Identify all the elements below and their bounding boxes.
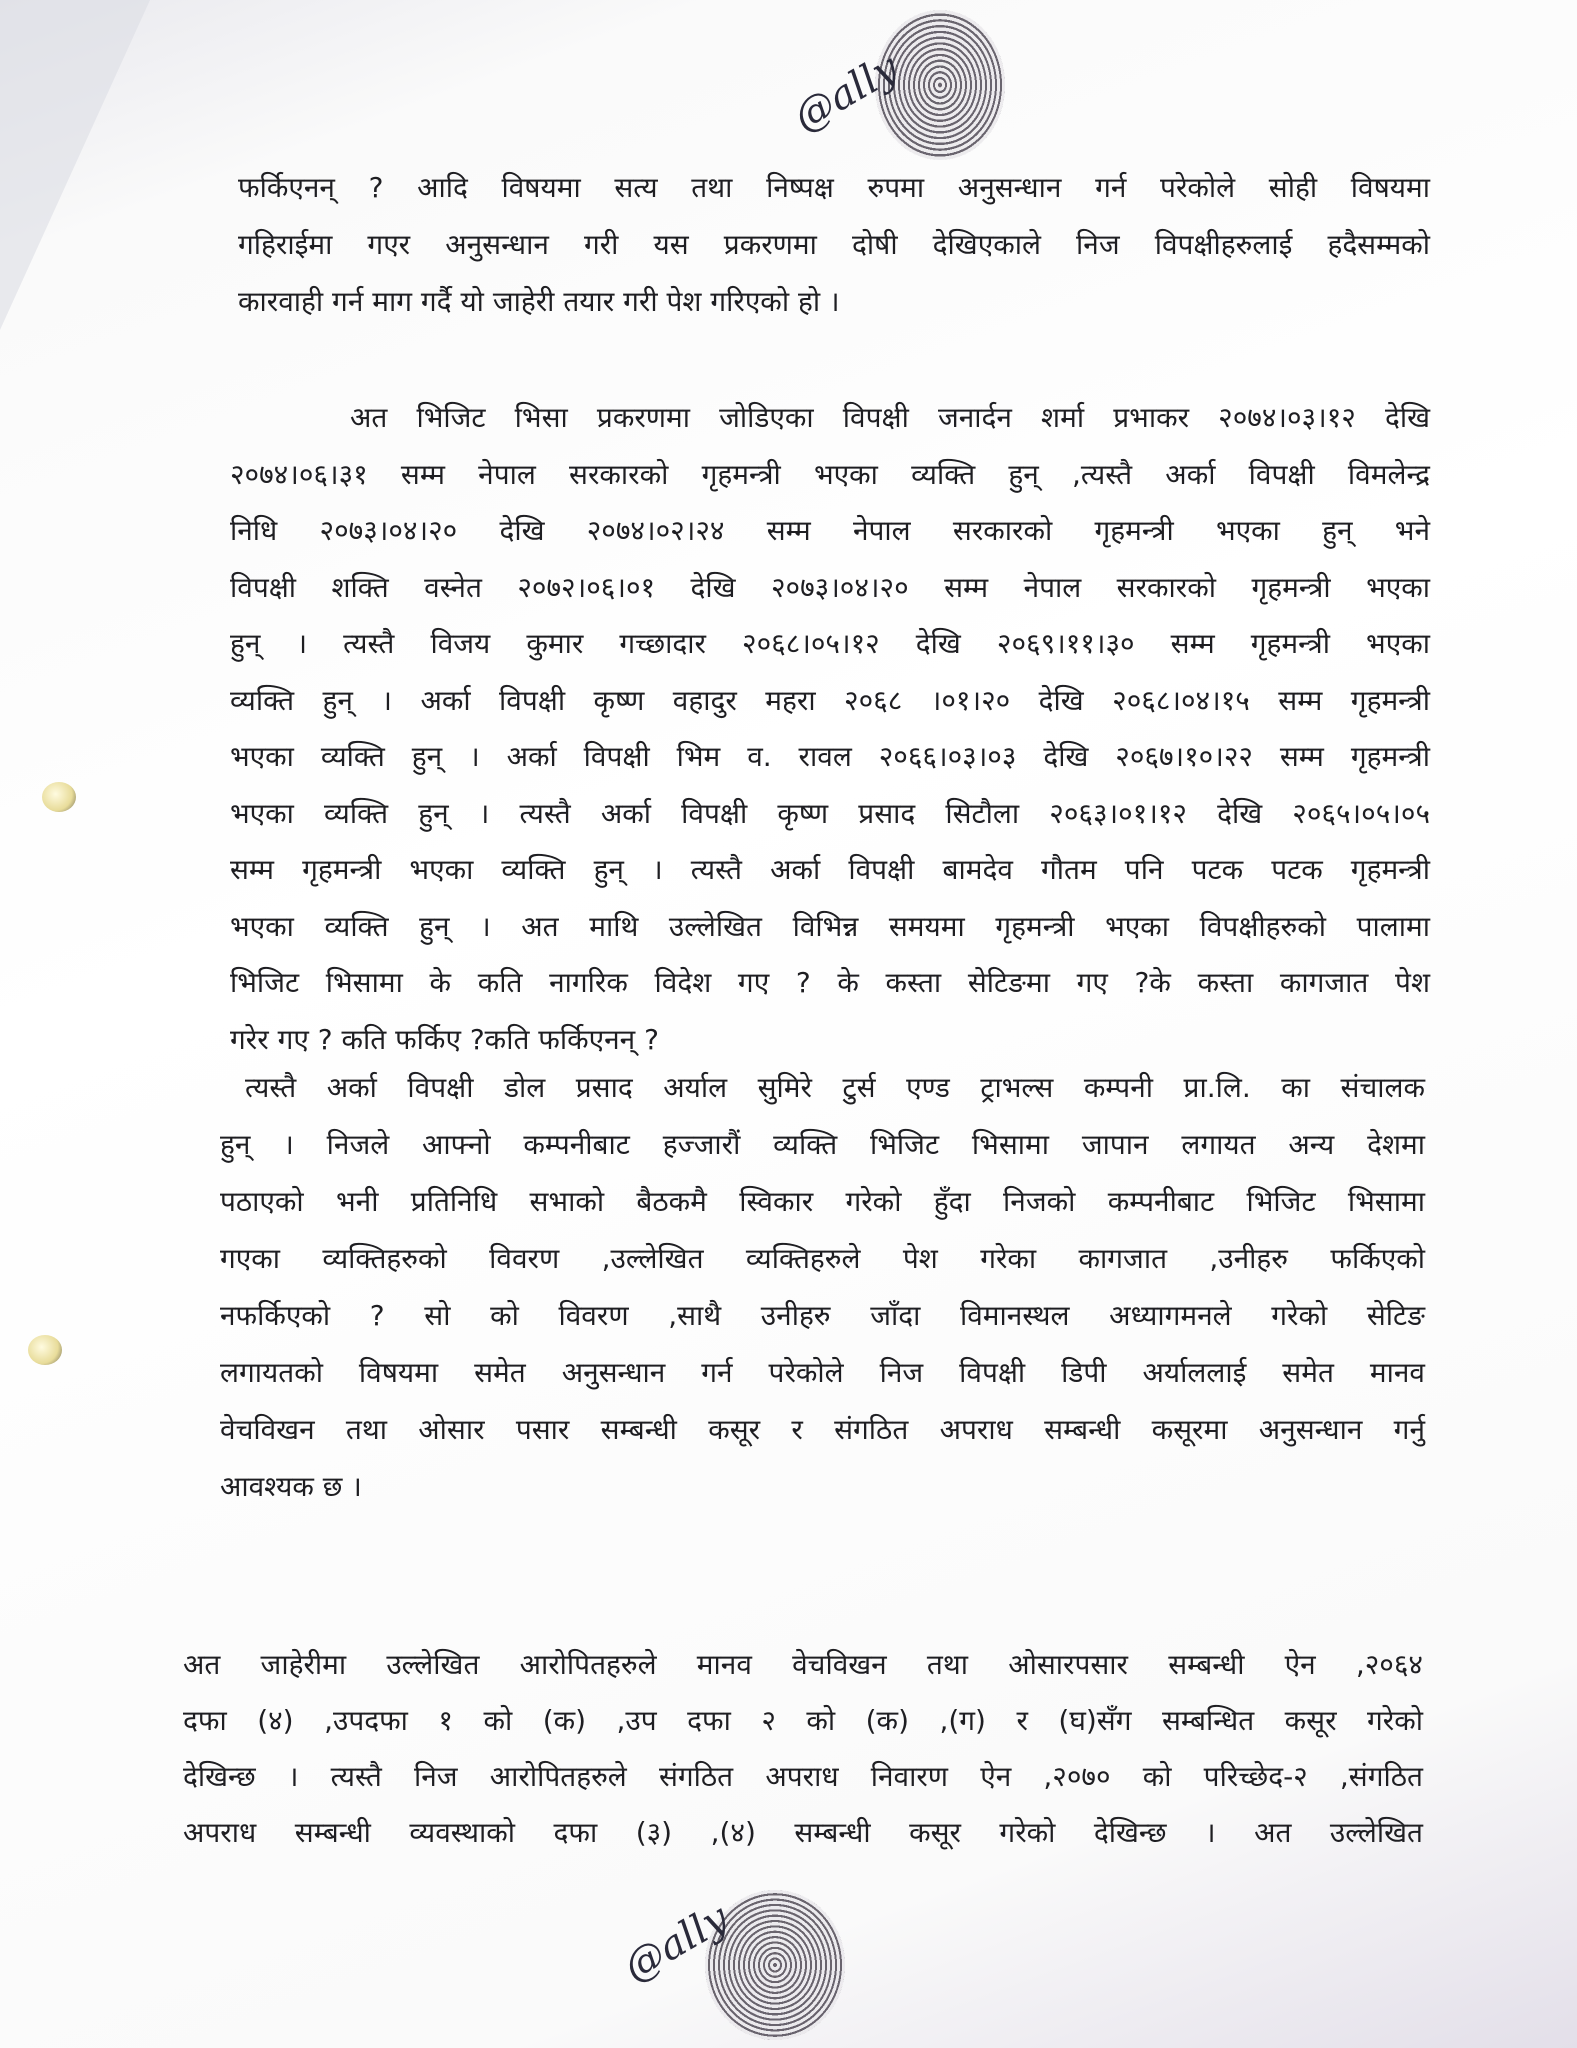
text-line: अत जाहेरीमा उल्लेखित आरोपितहरुले मानव वेचविखन तथा ओसारपसार सम्बन्धी ऐन ,२०६४ xyxy=(183,1648,1423,1681)
text-line: हुन् । निजले आफ्नो कम्पनीबाट हज्जारौं व्यक्ति भिजिट भिसामा जापान लगायत अन्य देशमा xyxy=(220,1128,1425,1161)
punch-hole-upper xyxy=(42,782,76,812)
text-line: भएका व्यक्ति हुन् । अर्का विपक्षी भिम व. रावल २०६६।०३।०३ देखि २०६७।१०।२२ सम्म गृहमन्त्री xyxy=(230,740,1430,773)
text-line: सम्म गृहमन्त्री भएका व्यक्ति हुन् । त्यस्तै अर्का विपक्षी बामदेव गौतम पनि पटक पटक गृहमन्त्री xyxy=(230,853,1430,886)
text-line: दफा (४) ,उपदफा १ को (क) ,उप दफा २ को (क) ,(ग) र (घ)सँग सम्बन्धित कसूर गरेको xyxy=(183,1704,1423,1737)
text-line: त्यस्तै अर्का विपक्षी डोल प्रसाद अर्याल सुमिरे टुर्स एण्ड ट्राभल्स कम्पनी प्रा.लि. का संचालक xyxy=(245,1071,1425,1104)
text-line: गरेर गए ? कति फर्किए ?कति फर्किएनन् ? xyxy=(230,1022,659,1056)
punch-hole-lower xyxy=(28,1335,62,1365)
text-line: २०७४।०६।३१ सम्म नेपाल सरकारको गृहमन्त्री भएका व्यक्ति हुन् ,त्यस्तै अर्का विपक्षी विमलेन्द्र xyxy=(230,457,1430,491)
text-line: देखिन्छ । त्यस्तै निज आरोपितहरुले संगठित अपराध निवारण ऐन ,२०७० को परिच्छेद-२ ,संगठित xyxy=(183,1760,1423,1793)
signature-bottom: @ally xyxy=(616,1895,737,1991)
folded-corner xyxy=(0,0,150,330)
text-line: भएका व्यक्ति हुन् । त्यस्तै अर्का विपक्षी कृष्ण प्रसाद सिटौला २०६३।०१।१२ देखि २०६५।०५।०५ xyxy=(230,796,1430,830)
fingerprint-bottom xyxy=(705,1890,845,2040)
text-line: भएका व्यक्ति हुन् । अत माथि उल्लेखित विभिन्न समयमा गृहमन्त्री भएका विपक्षीहरुको पालामा xyxy=(230,909,1430,943)
text-line: गहिराईमा गएर अनुसन्धान गरी यस प्रकरणमा दोषी देखिएकाले निज विपक्षीहरुलाई हदैसम्मको xyxy=(238,228,1430,261)
text-line: कारवाही गर्न माग गर्दै यो जाहेरी तयार गरी पेश गरिएको हो । xyxy=(238,285,840,318)
text-line: हुन् । त्यस्तै विजय कुमार गच्छादार २०६८।०५।१२ देखि २०६९।११।३० सम्म गृहमन्त्री भएका xyxy=(230,627,1430,660)
text-line: भिजिट भिसामा के कति नागरिक विदेश गए ? के कस्ता सेटिङमा गए ?के कस्ता कागजात पेश xyxy=(230,966,1430,999)
text-line: अत भिजिट भिसा प्रकरणमा जोडिएका विपक्षी जनार्दन शर्मा प्रभाकर २०७४।०३।१२ देखि xyxy=(350,401,1430,434)
text-line: व्यक्ति हुन् । अर्का विपक्षी कृष्ण वहादुर महरा २०६८ ।०१।२० देखि २०६८।०४।१५ सम्म गृहमन्त्री xyxy=(230,683,1430,717)
text-line: वेचविखन तथा ओसार पसार सम्बन्धी कसूर र संगठित अपराध सम्बन्धी कसूरमा अनुसन्धान गर्नु xyxy=(220,1413,1425,1446)
text-line: निधि २०७३।०४।२० देखि २०७४।०२।२४ सम्म नेपाल सरकारको गृहमन्त्री भएका हुन् भने xyxy=(230,514,1430,547)
text-line: नफर्किएको ? सो को विवरण ,साथै उनीहरु जाँदा विमानस्थल अध्यागमनले गरेको सेटिङ xyxy=(220,1299,1425,1332)
text-line: लगायतको विषयमा समेत अनुसन्धान गर्न परेकोले निज विपक्षी डिपी अर्याललाई समेत मानव xyxy=(220,1356,1425,1389)
text-line: अपराध सम्बन्धी व्यवस्थाको दफा (३) ,(४) सम्बन्धी कसूर गरेको देखिन्छ । अत उल्लेखित xyxy=(183,1816,1423,1849)
signature-top: @ally xyxy=(786,45,907,141)
text-line: पठाएको भनी प्रतिनिधि सभाको बैठकमै स्विकार गरेको हुँदा निजको कम्पनीबाट भिजिट भिसामा xyxy=(220,1185,1425,1218)
text-line: फर्किएनन् ? आदि विषयमा सत्य तथा निष्पक्ष रुपमा अनुसन्धान गर्न परेकोले सोही विषयमा xyxy=(238,171,1430,204)
text-line: आवश्यक छ । xyxy=(220,1470,362,1503)
text-line: गएका व्यक्तिहरुको विवरण ,उल्लेखित व्यक्तिहरुले पेश गरेका कागजात ,उनीहरु फर्किएको xyxy=(220,1242,1425,1275)
text-line: विपक्षी शक्ति वस्नेत २०७२।०६।०१ देखि २०७३।०४।२० सम्म नेपाल सरकारको गृहमन्त्री भएका xyxy=(230,570,1430,604)
